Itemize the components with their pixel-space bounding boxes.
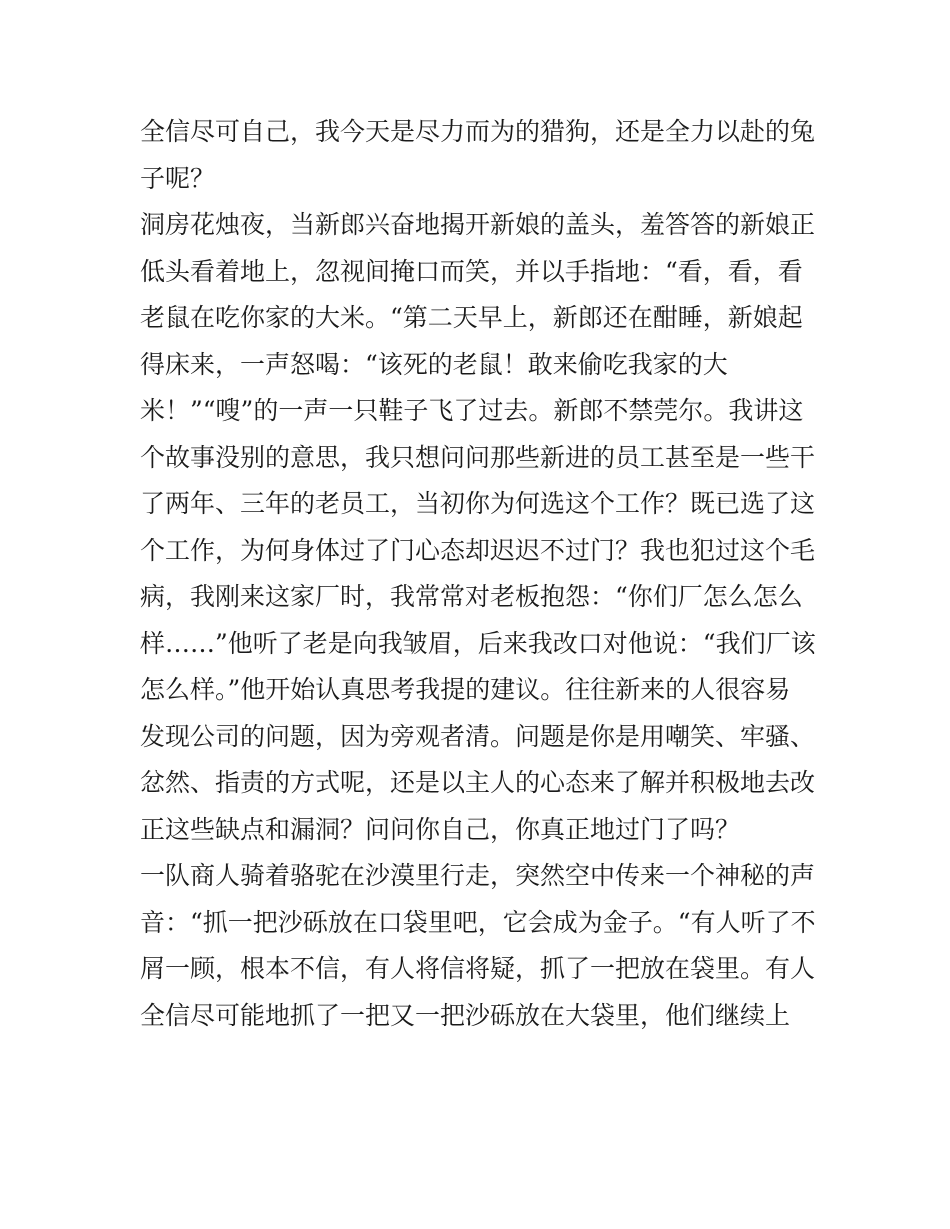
text-line: 样……”他听了老是向我皱眉，后来我改口对他说：“我们厂该	[140, 628, 816, 658]
text-line: 老鼠在吃你家的大米。“第二天早上，新郎还在酣睡，新娘起	[140, 303, 803, 332]
text-line: 怎么样。”他开始认真思考我提的建议。往往新来的人很容易	[140, 675, 791, 704]
text-line: 全信尽可能地抓了一把又一把沙砾放在大袋里，他们继续上	[140, 1000, 791, 1030]
text-line: 米！”“嗖”的一声一只鞋子飞了过去。新郎不禁莞尔。我讲这	[140, 396, 804, 425]
text-line: 发现公司的问题，因为旁观者清。问题是你是用嘲笑、牢骚、	[140, 721, 816, 751]
text-line: 忿然、指责的方式呢，还是以主人的心态来了解并积极地去改	[140, 768, 816, 797]
text-line: 低头看着地上，忽视间掩口而笑，并以手指地：“看，看，看	[140, 256, 803, 286]
text-line: 洞房花烛夜，当新郎兴奋地揭开新娘的盖头，羞答答的新娘正	[140, 210, 816, 239]
text-line: 屑一顾，根本不信，有人将信将疑，抓了一把放在袋里。有人	[140, 954, 816, 983]
text-line: 个工作，为何身体过了门心态却迟迟不过门？我也犯过这个毛	[140, 535, 816, 565]
text-line: 正这些缺点和漏洞？问问你自己，你真正地过门了吗？	[140, 814, 741, 844]
text-line: 个故事没别的意思，我只想问问那些新进的员工甚至是一些干	[140, 442, 816, 472]
text-line: 音：“抓一把沙砾放在口袋里吧，它会成为金子。“有人听了不	[140, 907, 816, 937]
text-line: 得床来，一声怒喝：“该死的老鼠！敢来偷吃我家的大	[140, 349, 728, 379]
text-line: 病，我刚来这家厂时，我常常对老板抱怨：“你们厂怎么怎么	[140, 582, 803, 611]
text-line: 全信尽可自己，我今天是尽力而为的猎狗，还是全力以赴的兔	[140, 117, 816, 146]
text-line: 了两年、三年的老员工，当初你为何选这个工作？既已选了这	[140, 489, 816, 518]
text-line: 子呢？	[140, 163, 216, 193]
text-line: 一队商人骑着骆驼在沙漠里行走，突然空中传来一个神秘的声	[140, 861, 816, 890]
document-body	[140, 109, 820, 1039]
